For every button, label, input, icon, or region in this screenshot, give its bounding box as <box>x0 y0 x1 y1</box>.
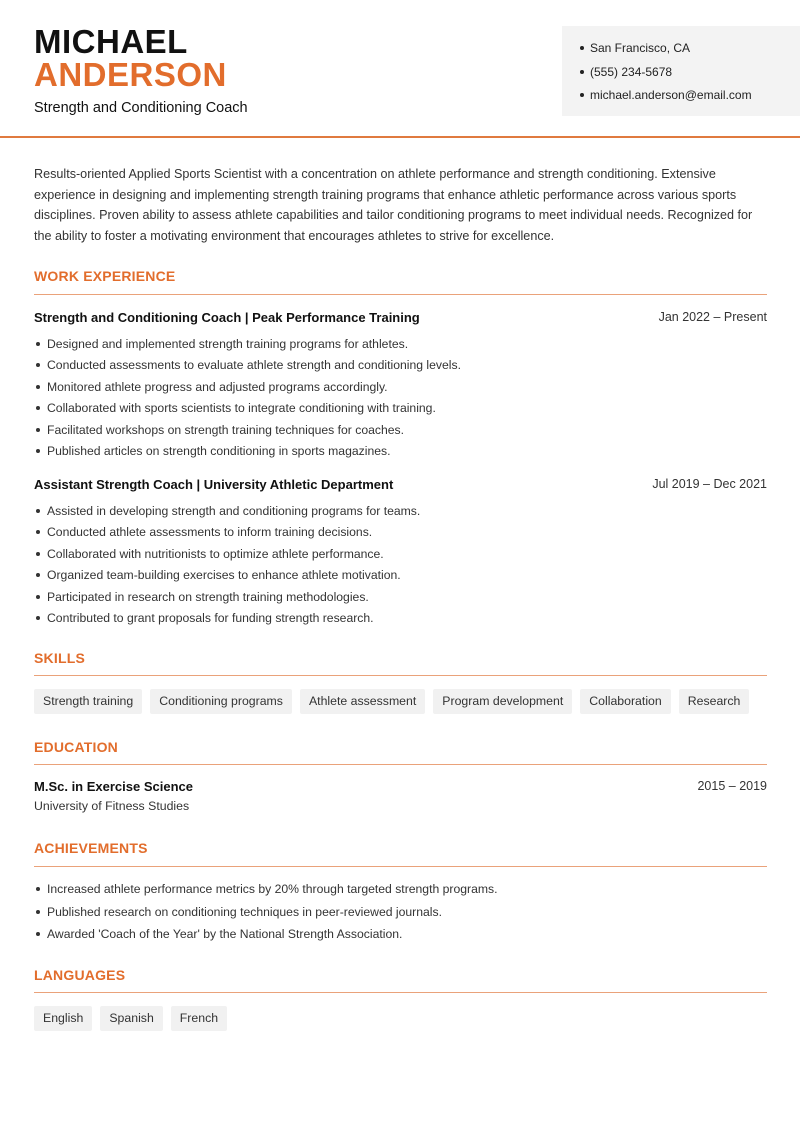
last-name: ANDERSON <box>34 56 227 93</box>
list-item: Contributed to grant proposals for funding strength research. <box>34 610 767 631</box>
list-item: Conducted assessments to evaluate athlete strength and conditioning levels. <box>34 357 767 378</box>
skill-chip: Research <box>679 689 750 714</box>
section-divider <box>34 764 767 765</box>
list-item: Published research on conditioning techniques in peer-reviewed journals. <box>34 904 767 927</box>
list-item: Awarded 'Coach of the Year' by the National Strength Association. <box>34 926 767 949</box>
contact-location: San Francisco, CA <box>580 40 800 64</box>
job-header <box>34 310 767 325</box>
section-title-skills: SKILLS <box>34 650 85 666</box>
section-title-languages: LANGUAGES <box>34 967 126 983</box>
skill-chip: Conditioning programs <box>150 689 292 714</box>
section-title-work: WORK EXPERIENCE <box>34 268 176 284</box>
contact-phone: (555) 234-5678 <box>580 64 800 88</box>
section-title-achievements: ACHIEVEMENTS <box>34 840 148 856</box>
contact-email[interactable]: michael.anderson@email.com <box>580 87 800 111</box>
section-divider <box>34 294 767 295</box>
skill-chip: Strength training <box>34 689 142 714</box>
contact-box <box>562 26 800 116</box>
skills-list <box>34 689 749 714</box>
job-header <box>34 477 767 492</box>
list-item: Organized team-building exercises to enhance athlete motivation. <box>34 567 767 588</box>
education-school: University of Fitness Studies <box>34 799 190 813</box>
summary-paragraph: Results-oriented Applied Sports Scientist with a concentration on athlete performance and strength conditioning. Extensive experience in designing and implementing strength training programs that enhance athletic performance across various sports disciplines. Proven ability to assess athlete capabilities and tailor conditioning programs to meet individual needs. Recognized for the ability to foster a motivating environment that encourages athletes to strive for excellence. <box>34 167 753 243</box>
section-divider <box>34 866 767 867</box>
list-item: Published articles on strength conditioning in sports magazines. <box>34 443 767 464</box>
list-item: Facilitated workshops on strength training techniques for coaches. <box>34 422 767 443</box>
job-dates: Jul 2019 – Dec 2021 <box>652 477 767 491</box>
language-chip: Spanish <box>100 1006 162 1031</box>
list-item: Collaborated with sports scientists to integrate conditioning with training. <box>34 400 767 421</box>
section-title-education: EDUCATION <box>34 739 118 755</box>
job-title: Strength and Conditioning Coach <box>34 100 248 116</box>
list-item: Increased athlete performance metrics by 20% through targeted strength programs. <box>34 881 767 904</box>
job-role: Assistant Strength Coach | University Athletic Department <box>34 477 394 492</box>
job-dates: Jan 2022 – Present <box>658 310 767 324</box>
skill-chip: Athlete assessment <box>300 689 425 714</box>
list-item: Monitored athlete progress and adjusted programs accordingly. <box>34 379 767 400</box>
first-name: MICHAEL <box>34 23 188 60</box>
list-item: Conducted athlete assessments to inform training decisions. <box>34 524 767 545</box>
language-chip: French <box>171 1006 227 1031</box>
list-item: Collaborated with nutritionists to optimize athlete performance. <box>34 546 767 567</box>
education-dates: 2015 – 2019 <box>697 779 767 793</box>
job-role: Strength and Conditioning Coach | Peak Performance Training <box>34 310 420 325</box>
achievements-list <box>34 881 767 949</box>
skill-chip: Collaboration <box>580 689 670 714</box>
skill-chip: Program development <box>433 689 572 714</box>
list-item: Assisted in developing strength and conditioning programs for teams. <box>34 503 767 524</box>
language-chip: English <box>34 1006 92 1031</box>
job-bullets <box>34 503 767 631</box>
education-degree: M.Sc. in Exercise Science <box>34 779 193 794</box>
list-item: Designed and implemented strength training programs for athletes. <box>34 336 767 357</box>
section-divider <box>34 675 767 676</box>
resume-header <box>0 0 800 138</box>
list-item: Participated in research on strength training methodologies. <box>34 589 767 610</box>
languages-list <box>34 1006 227 1031</box>
section-divider <box>34 992 767 993</box>
job-bullets <box>34 336 767 464</box>
